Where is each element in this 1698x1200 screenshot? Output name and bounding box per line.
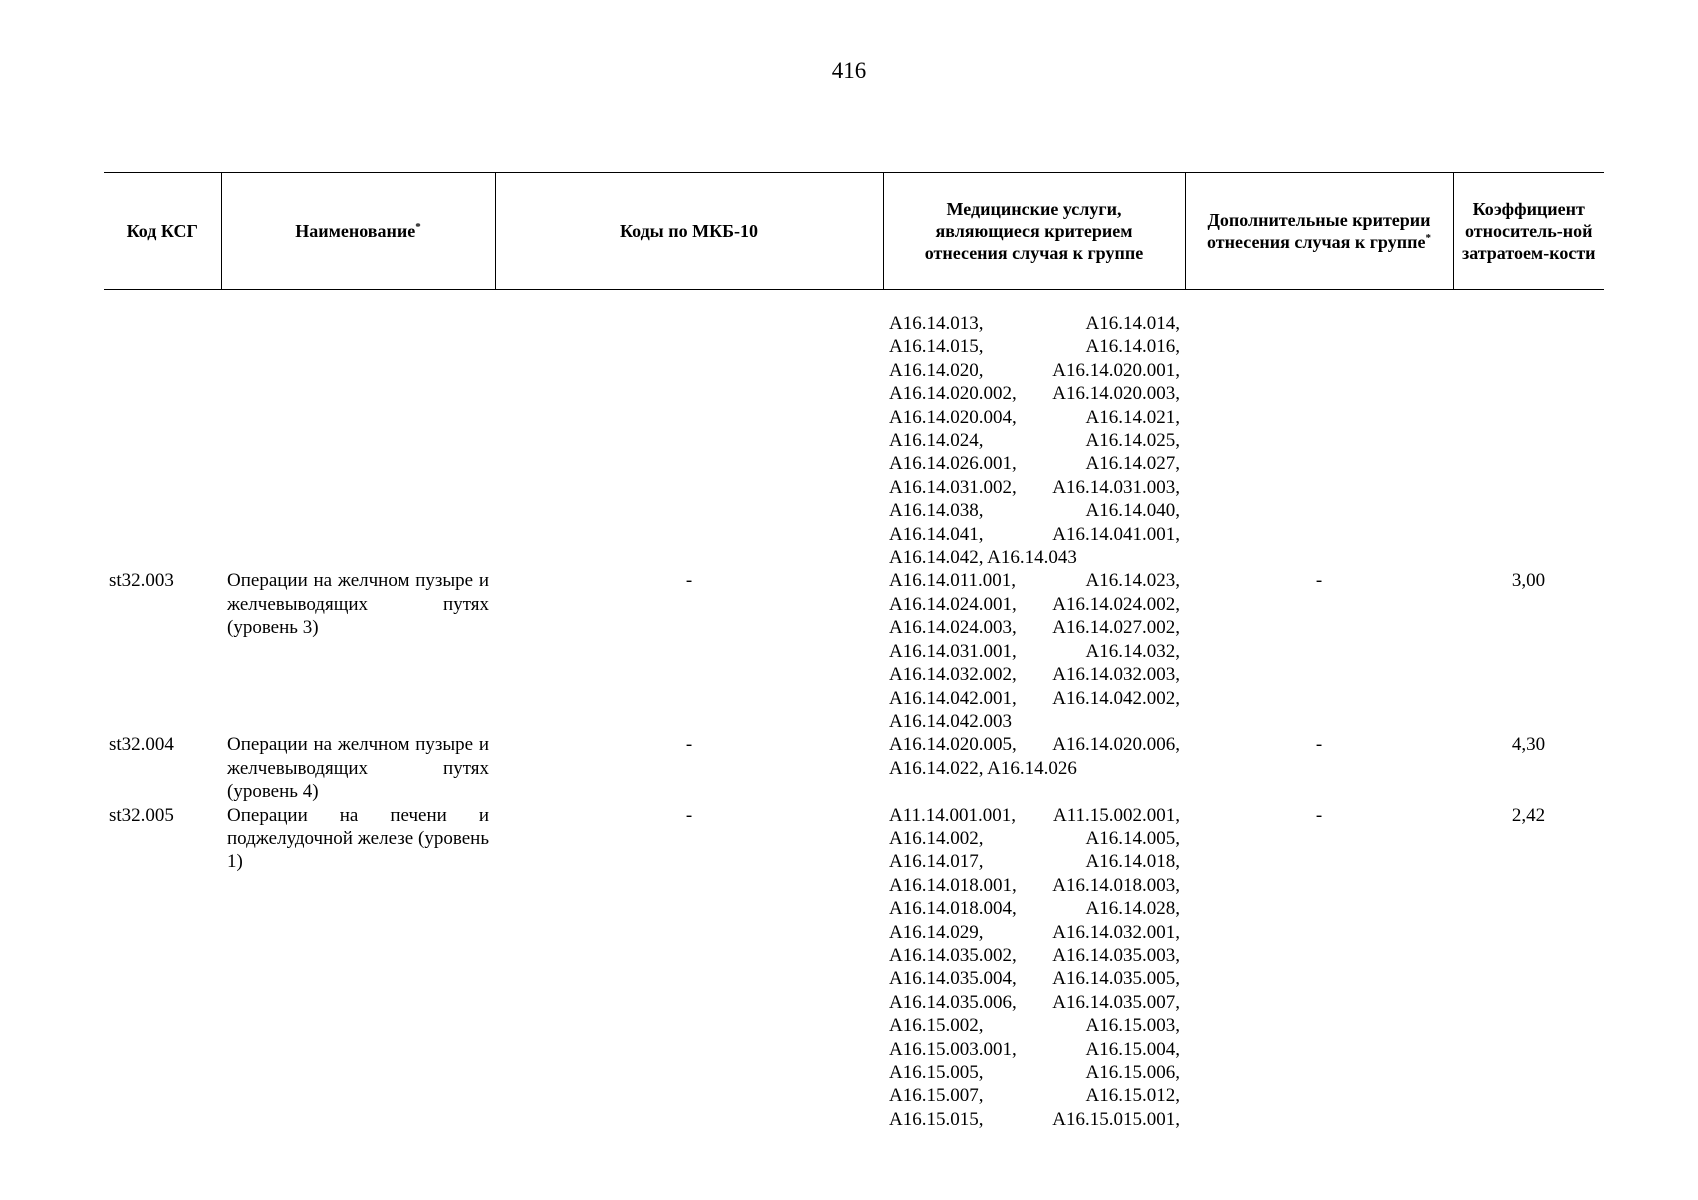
service-code: A16.14.023, [1085, 570, 1180, 592]
icd-codes-cell: - [685, 570, 693, 592]
service-code: A16.14.018.001, [889, 874, 1017, 896]
service-code: A16.14.032, [1085, 640, 1180, 662]
table-row [104, 290, 1604, 570]
ksg-name-cell [221, 290, 495, 570]
service-line [889, 616, 1180, 639]
service-line [889, 827, 1180, 850]
header-name-footnote-mark: * [415, 221, 421, 233]
service-code: A16.14.035.007, [1052, 991, 1180, 1013]
icd-codes-cell: - [685, 734, 693, 756]
service-code: A16.14.002, [889, 827, 984, 849]
service-code: A16.14.038, [889, 500, 984, 522]
services-cell [883, 733, 1185, 803]
icd-codes-cell: - [685, 804, 693, 826]
service-code: A16.14.020.003, [1052, 383, 1180, 405]
service-line [889, 335, 1180, 358]
ksg-table-container [104, 172, 1604, 1131]
service-code: A16.14.024.002, [1052, 593, 1180, 615]
service-code: A16.14.020.006, [1052, 734, 1180, 756]
header-coef [1453, 173, 1604, 290]
service-code: A16.15.015.001, [1052, 1108, 1180, 1130]
extra-criteria-cell: - [1315, 804, 1323, 826]
service-code: A16.14.035.003, [1052, 944, 1180, 966]
service-line [889, 406, 1180, 429]
header-extra-footnote-mark: * [1425, 232, 1431, 244]
service-code: A16.14.042.003 [889, 710, 1012, 732]
service-line [889, 593, 1180, 616]
header-services-label: Медицинские услуги, являющиеся критерием отнесения случая к группе [924, 199, 1144, 263]
table-header [104, 173, 1604, 290]
service-code: A16.15.005, [889, 1062, 984, 1083]
service-code: A16.15.003.001, [889, 1038, 1017, 1060]
service-line [889, 640, 1180, 663]
header-name-label: Наименование [295, 221, 416, 241]
service-code: A16.14.031.002, [889, 476, 1017, 498]
service-line [889, 921, 1180, 944]
service-code: A16.14.027, [1085, 453, 1180, 475]
service-code: A16.14.040, [1085, 500, 1180, 522]
service-code: A16.14.035.006, [889, 991, 1017, 1013]
service-line [889, 312, 1180, 335]
service-code: A16.14.024.003, [889, 617, 1017, 639]
service-line [889, 523, 1180, 546]
service-code: A16.15.006, [1085, 1062, 1180, 1083]
service-code: A16.14.018, [1085, 851, 1180, 873]
service-code: A16.14.041, [889, 523, 984, 545]
service-code: A16.14.011.001, [889, 570, 1017, 592]
service-code: A16.14.018.004, [889, 898, 1017, 920]
service-code: A16.14.024, [889, 430, 984, 452]
table-row [104, 733, 1604, 803]
service-line [889, 1061, 1180, 1084]
service-line [889, 710, 1180, 733]
service-line [889, 452, 1180, 475]
service-line [889, 1108, 1180, 1131]
service-code: A16.14.017, [889, 851, 984, 873]
service-code: A11.15.002.001, [1052, 804, 1180, 826]
service-code: A11.14.001.001, [889, 804, 1017, 826]
service-code: A16.14.031.003, [1052, 476, 1180, 498]
services-cell [883, 290, 1185, 570]
service-code: A16.14.026.001, [889, 453, 1017, 475]
extra-criteria-cell: - [1315, 734, 1323, 756]
service-code: A16.14.022, A16.14.026 [889, 757, 1077, 779]
service-code: A16.14.005, [1085, 827, 1180, 849]
service-code: A16.14.016, [1085, 336, 1180, 358]
header-extra-label: Дополнительные критерии отнесения случая к группе [1207, 210, 1431, 252]
service-line [889, 429, 1180, 452]
service-line [889, 1038, 1180, 1061]
service-line [889, 733, 1180, 756]
header-row [104, 173, 1604, 290]
header-name [221, 173, 495, 290]
service-line [889, 897, 1180, 920]
service-code: A16.14.035.005, [1052, 968, 1180, 990]
service-line [889, 382, 1180, 405]
service-code: A16.14.015, [889, 336, 984, 358]
service-code: A16.14.020.001, [1052, 359, 1180, 381]
service-code: A16.15.002, [889, 1015, 984, 1037]
service-code: A16.14.035.004, [889, 968, 1017, 990]
service-code: A16.14.020.005, [889, 734, 1017, 756]
ksg-name-cell: Операции на желчном пузыре и желчевыводящих путях (уровень 3) [227, 570, 489, 639]
service-code: A16.14.042, A16.14.043 [889, 547, 1077, 569]
service-line [889, 874, 1180, 897]
service-code: A16.14.032.003, [1052, 664, 1180, 686]
service-line [889, 967, 1180, 990]
service-code: A16.14.035.002, [889, 944, 1017, 966]
icd-codes-cell [495, 290, 883, 570]
service-code: A16.14.028, [1085, 898, 1180, 920]
ksg-name-cell: Операции на желчном пузыре и желчевыводящих путях (уровень 4) [227, 734, 489, 803]
services-cell [883, 569, 1185, 733]
header-icd-label: Коды по МКБ-10 [619, 221, 759, 241]
table-row [104, 569, 1604, 733]
service-line [889, 944, 1180, 967]
header-extra [1185, 173, 1453, 290]
service-code: A16.15.007, [889, 1085, 984, 1107]
service-line [889, 757, 1180, 780]
table-body [104, 290, 1604, 1132]
service-code: A16.14.042.001, [889, 687, 1017, 709]
ksg-code-cell: st32.003 [109, 570, 174, 592]
header-services [883, 173, 1185, 290]
service-line [889, 663, 1180, 686]
extra-criteria-cell [1185, 290, 1453, 570]
header-coef-label: Коэффициент относитель-ной затратоем-кости [1461, 199, 1596, 263]
service-code: A16.14.032.002, [889, 664, 1017, 686]
service-code: A16.14.013, [889, 313, 984, 334]
service-line [889, 850, 1180, 873]
service-line [889, 476, 1180, 499]
service-code: A16.14.027.002, [1052, 617, 1180, 639]
ksg-code-cell: st32.004 [109, 734, 174, 756]
header-code [104, 173, 221, 290]
page-number: 416 [831, 58, 867, 83]
service-code: A16.14.032.001, [1052, 921, 1180, 943]
coefficient-cell: 4,30 [1511, 734, 1546, 756]
service-line [889, 569, 1180, 592]
ksg-code-cell [104, 290, 221, 570]
service-code: A16.14.020, [889, 359, 984, 381]
service-code: A16.15.003, [1085, 1015, 1180, 1037]
service-code: A16.14.029, [889, 921, 984, 943]
ksg-name-cell: Операции на печени и поджелудочной железе (уровень 1) [227, 804, 489, 873]
service-line [889, 991, 1180, 1014]
header-icd [495, 173, 883, 290]
coefficient-cell [1453, 290, 1604, 570]
service-code: A16.14.025, [1085, 430, 1180, 452]
service-code: A16.14.020.002, [889, 383, 1017, 405]
service-line [889, 359, 1180, 382]
service-code: A16.14.024.001, [889, 593, 1017, 615]
service-code: A16.15.004, [1085, 1038, 1180, 1060]
service-code: A16.14.031.001, [889, 640, 1017, 662]
header-code-label: Код КСГ [126, 221, 198, 241]
extra-criteria-cell: - [1315, 570, 1323, 592]
ksg-table [104, 172, 1604, 1131]
service-code: A16.14.021, [1085, 406, 1180, 428]
service-code: A16.15.015, [889, 1108, 984, 1130]
service-line [889, 546, 1180, 569]
service-code: A16.15.012, [1085, 1085, 1180, 1107]
service-line [889, 804, 1180, 827]
service-line [889, 1014, 1180, 1037]
service-code: A16.14.041.001, [1052, 523, 1180, 545]
services-cell [883, 804, 1185, 1132]
service-code: A16.14.020.004, [889, 406, 1017, 428]
table-row [104, 804, 1604, 1132]
service-code: A16.14.018.003, [1052, 874, 1180, 896]
service-line [889, 1084, 1180, 1107]
service-line [889, 687, 1180, 710]
service-code: A16.14.042.002, [1052, 687, 1180, 709]
service-line [889, 499, 1180, 522]
coefficient-cell: 3,00 [1511, 570, 1546, 592]
service-code: A16.14.014, [1085, 313, 1180, 334]
coefficient-cell: 2,42 [1511, 804, 1546, 826]
ksg-code-cell: st32.005 [109, 804, 174, 826]
